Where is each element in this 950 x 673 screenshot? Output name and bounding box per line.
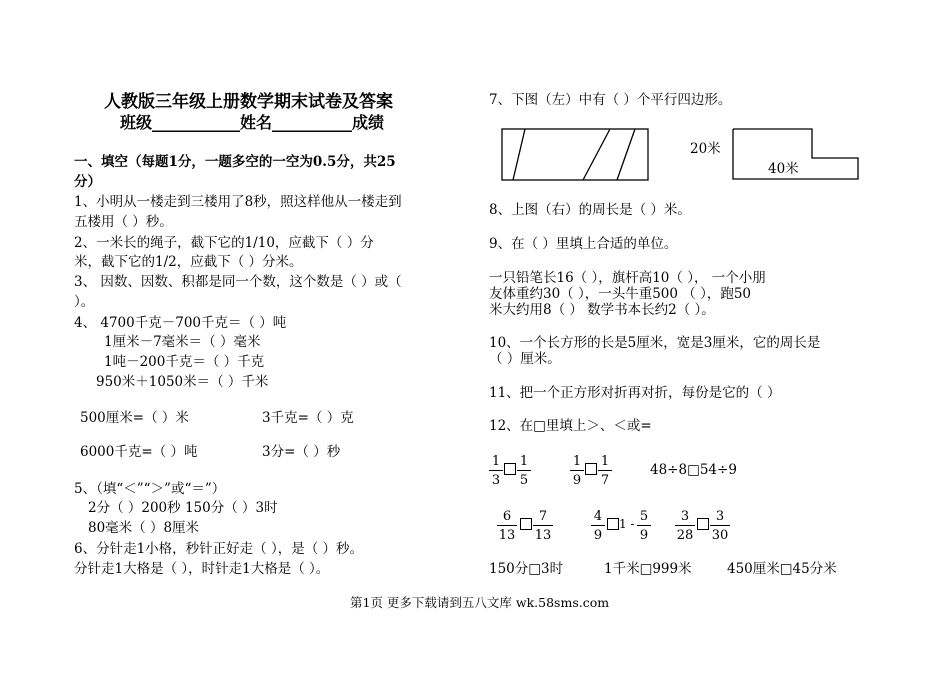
fraction: $\frac{4}{9}$ [591,510,605,542]
comparison-expression: 150分□3时 [489,561,564,577]
question-3-cont: ）。 [74,294,95,310]
question-4-item: 3分=（ ）秒 [262,444,341,460]
question-5: 5、（填“＜”“＞”或“＝”） [74,481,226,497]
dimension-label-20m: 20米 [690,141,721,157]
question-9-line: 一只铅笔长16（ ），旗杆高10（ ）， 一个小朋 [489,270,766,286]
question-4-item: 500厘米=（ ）米 [80,410,189,426]
fraction: $\frac{3}{30}$ [711,509,729,543]
fraction: $\frac{3}{28}$ [676,509,694,543]
question-5-item: 2分（ ）200秒 150分（ ）3时 [88,500,278,516]
question-3: 3、 因数、因数、积都是同一个数，这个数是（ ）或（ [74,274,402,290]
minus-expression: 1 - [619,517,635,531]
section-heading-cont: 分） [74,174,101,190]
question-4-item: 3千克=（ ）克 [262,410,354,426]
question-12: 12、在□里填上＞、＜或= [489,418,652,434]
question-10-cont: （ ）厘米。 [489,351,561,367]
question-9: 9、在（ ）里填上合适的单位。 [489,236,678,252]
question-4-item: 950米＋1050米＝（ ）千米 [96,374,269,390]
comparison-expression: 48÷8□54÷9 [650,462,737,478]
comparison-expression: 450厘米□45分米 [727,561,837,577]
question-8: 8、上图（右）的周长是（ ）米。 [489,202,691,218]
comparison-expression: 1千米□999米 [604,561,692,577]
answer-box[interactable] [607,518,619,530]
page-title: 人教版三年级上册数学期末试卷及答案 [104,92,393,112]
question-2: 2、一米长的绳子，截下它的1/10，应截下（ ）分 [74,235,374,251]
section-heading: 一、填空（每题1分，一题多空的一空为0.5分，共25 [74,154,396,170]
page-footer: 第1页 更多下载请到五八文库 wk.58sms.com [350,595,610,610]
fraction: $\frac{5}{9}$ [637,510,651,542]
answer-box[interactable] [520,518,532,530]
fraction: $\frac{1}{7}$ [598,455,612,487]
fraction: $\frac{1}{5}$ [517,455,531,487]
answer-box[interactable] [697,518,709,530]
question-9-line: 友体重约30（ ），一头牛重500 （ ），跑50 [489,286,751,302]
question-4-item: 1厘米－7毫米＝（ ）毫米 [104,334,261,350]
fraction: $\frac{1}{3}$ [489,455,503,487]
fraction: $\frac{1}{9}$ [570,455,584,487]
question-4: 4、 4700千克－700千克＝（ ）吨 [74,315,287,331]
parallelogram-figure [495,124,655,184]
question-1-cont: 五楼用（ ）秒。 [74,214,173,230]
answer-box[interactable] [504,463,516,475]
question-6: 6、分针走1小格，秒针正好走（ ），是（ ）秒。 [74,541,364,557]
question-10: 10、一个长方形的长是5厘米，宽是3厘米，它的周长是 [489,335,821,351]
fraction: $\frac{6}{13}$ [498,509,516,543]
question-4-item: 1吨－200千克＝（ ）千克 [104,354,265,370]
answer-box[interactable] [585,463,597,475]
question-1: 1、小明从一楼走到三楼用了8秒，照这样他从一楼走到 [74,194,402,210]
student-info-line: 班级___________姓名__________成绩 [120,113,385,132]
question-6-cont: 分针走1大格是（ ），时针走1大格是（ ）。 [74,561,330,577]
question-2-cont: 米，截下它的1/2，应截下（ ）分米。 [74,254,303,270]
question-7: 7、下图（左）中有（ ）个平行四边形。 [489,92,732,108]
fraction: $\frac{7}{13}$ [534,509,552,543]
question-5-item: 80毫米（ ）8厘米 [88,520,200,536]
dimension-label-40m: 40米 [768,161,799,177]
question-11: 11、把一个正方形对折再对折，每份是它的（ ） [489,385,781,401]
question-9-line: 米大约用8（ ） 数学书本长约2（ ）。 [489,302,715,318]
question-4-item: 6000千克=（ ）吨 [80,444,198,460]
